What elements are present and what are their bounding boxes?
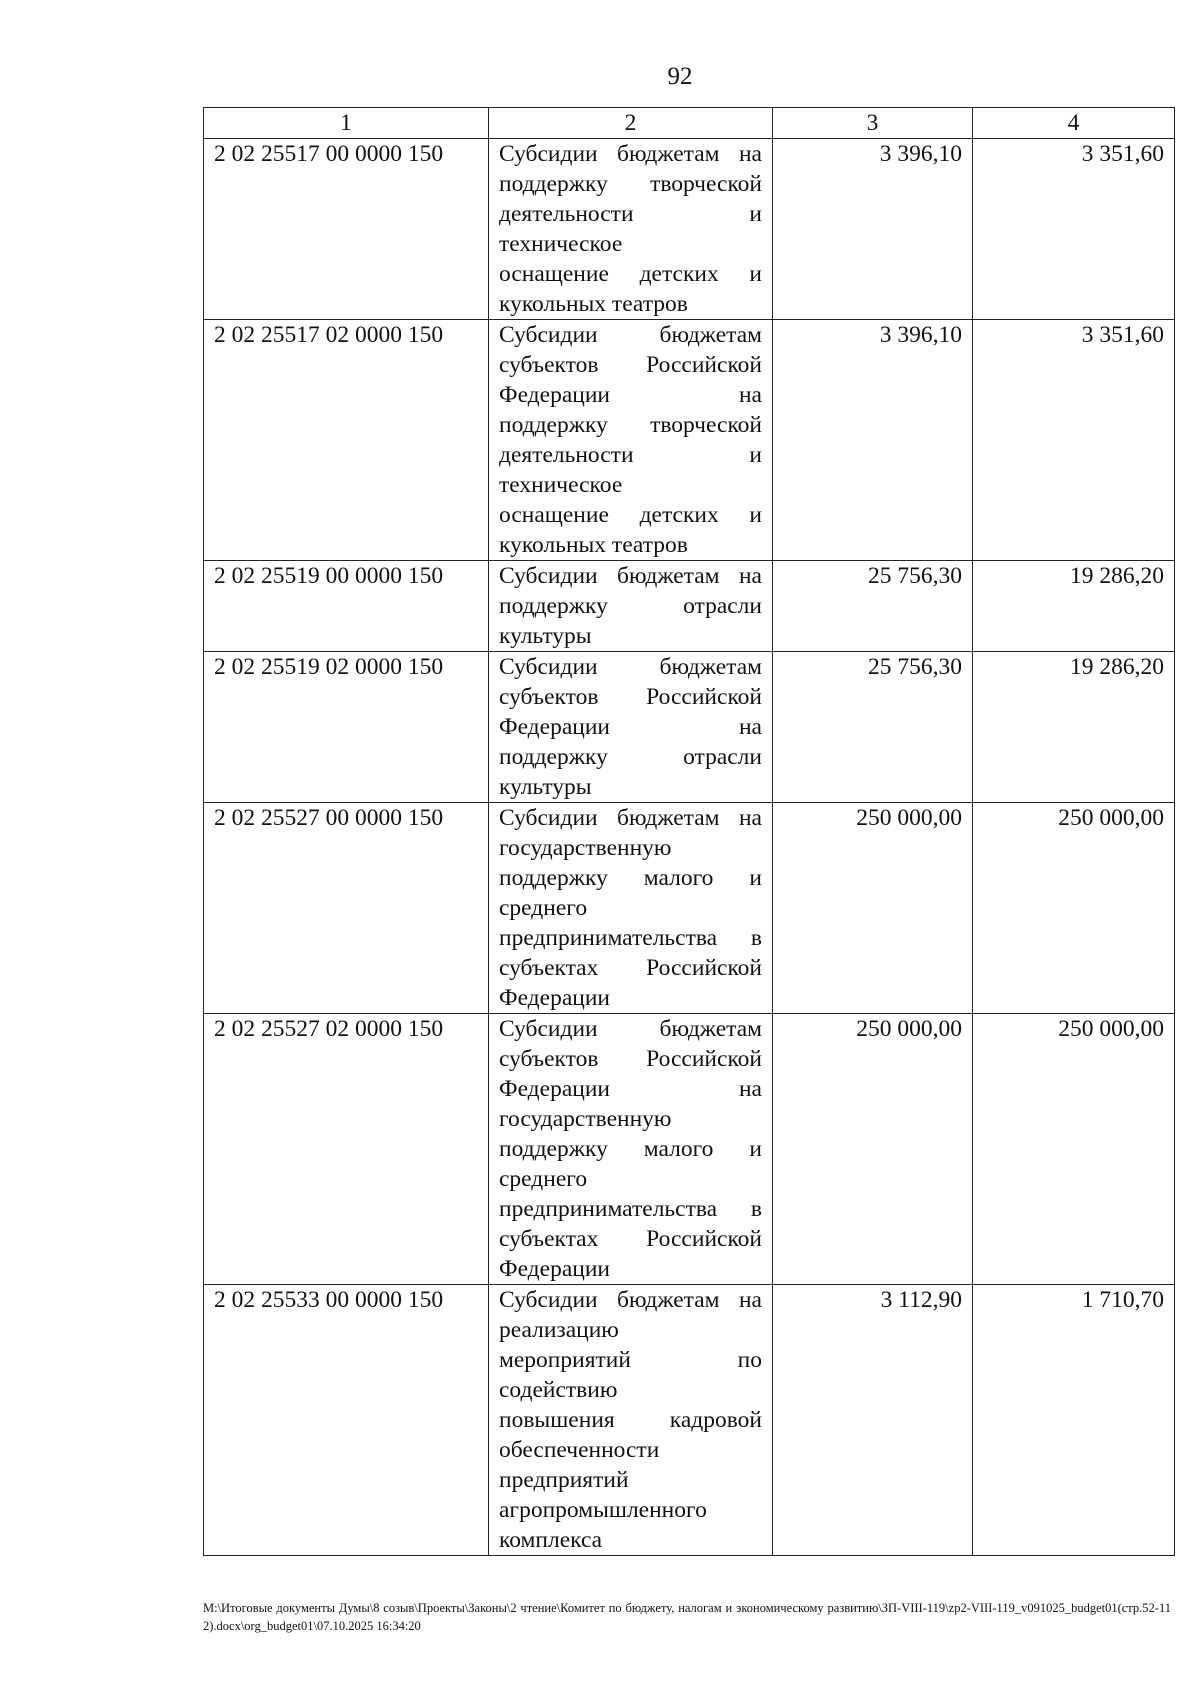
row-code: 2 02 25533 00 0000 150: [204, 1285, 489, 1556]
table-row: [204, 803, 1175, 1014]
row-code: 2 02 25519 02 0000 150: [204, 652, 489, 803]
row-value-col-4: 250 000,00: [973, 803, 1175, 1014]
description-line: Субсидии бюджетам: [499, 322, 762, 348]
description-line: повышения кадровой: [499, 1407, 762, 1433]
description-line: кукольных театров: [499, 291, 688, 317]
row-value-col-3: 3 396,10: [773, 139, 973, 320]
description-line: Субсидии бюджетам: [499, 654, 762, 680]
row-code: 2 02 25517 02 0000 150: [204, 320, 489, 561]
row-value-col-3: 3 112,90: [773, 1285, 973, 1556]
description-line: субъектов Российской: [499, 1046, 762, 1072]
row-description: [489, 652, 773, 803]
table-row: [204, 1285, 1175, 1556]
header-row: [204, 108, 1175, 139]
row-description: [489, 561, 773, 652]
description-line: государственную: [499, 835, 672, 861]
row-value-col-4: 250 000,00: [973, 1014, 1175, 1285]
page-number: 92: [667, 63, 693, 90]
description-line: деятельности и: [499, 201, 762, 227]
description-line: Субсидии бюджетам на: [499, 141, 762, 167]
table-row: [204, 320, 1175, 561]
table-body: [204, 139, 1175, 1556]
description-line: реализацию: [499, 1317, 619, 1343]
description-line: поддержку творческой: [499, 412, 762, 438]
row-value-col-3: 3 396,10: [773, 320, 973, 561]
description-line: поддержку малого и: [499, 1136, 762, 1162]
row-description: [489, 139, 773, 320]
row-code: 2 02 25519 00 0000 150: [204, 561, 489, 652]
description-line: культуры: [499, 774, 592, 800]
description-line: предприятий: [499, 1467, 629, 1493]
table-row: [204, 561, 1175, 652]
row-value-col-4: 1 710,70: [973, 1285, 1175, 1556]
description-line: культуры: [499, 623, 592, 649]
table-header: [204, 108, 1175, 139]
description-line: оснащение детских и: [499, 261, 762, 287]
description-line: мероприятий по: [499, 1347, 762, 1373]
description-line: Федерации на: [499, 382, 762, 408]
header-col-2: 2: [489, 108, 773, 139]
description-line: Субсидии бюджетам на: [499, 563, 762, 589]
row-code: 2 02 25517 00 0000 150: [204, 139, 489, 320]
table-row: [204, 1014, 1175, 1285]
description-line: техническое: [499, 472, 623, 498]
header-col-3: 3: [773, 108, 973, 139]
description-line: поддержку отрасли: [499, 744, 762, 770]
description-line: обеспеченности: [499, 1437, 660, 1463]
row-value-col-3: 250 000,00: [773, 1014, 973, 1285]
footer-file-path: M:\Итоговые документы Думы\8 созыв\Проекты\Законы\2 чтение\Комитет по бюджету, налогам и экономическому развитию\ЗП-VIII-119\zp2-VIII-119_v091025_budget01(стр.52-112).docx\org_budget01\07.10.2025 16:34:20: [203, 1601, 1171, 1633]
description-line: Субсидии бюджетам на: [499, 1287, 762, 1313]
description-line: поддержку творческой: [499, 171, 762, 197]
description-line: Федерации на: [499, 714, 762, 740]
description-line: поддержку отрасли: [499, 593, 762, 619]
description-line: Федерации на: [499, 1076, 762, 1102]
row-code: 2 02 25527 02 0000 150: [204, 1014, 489, 1285]
description-line: Федерации: [499, 985, 610, 1011]
description-line: среднего: [499, 1166, 588, 1192]
row-description: [489, 803, 773, 1014]
table-row: [204, 139, 1175, 320]
description-line: субъектах Российской: [499, 955, 762, 981]
description-line: предпринимательства в: [499, 1196, 762, 1222]
description-line: государственную: [499, 1106, 672, 1132]
description-line: субъектов Российской: [499, 352, 762, 378]
description-line: Федерации: [499, 1256, 610, 1282]
description-line: Субсидии бюджетам на: [499, 805, 762, 831]
description-line: среднего: [499, 895, 588, 921]
description-line: деятельности и: [499, 442, 762, 468]
row-description: [489, 1014, 773, 1285]
description-line: агропромышленного: [499, 1497, 707, 1523]
description-line: содействию: [499, 1377, 618, 1403]
description-line: субъектов Российской: [499, 684, 762, 710]
row-description: [489, 1285, 773, 1556]
description-line: оснащение детских и: [499, 502, 762, 528]
description-line: предпринимательства в: [499, 925, 762, 951]
row-description: [489, 320, 773, 561]
row-value-col-3: 250 000,00: [773, 803, 973, 1014]
row-value-col-4: 19 286,20: [973, 561, 1175, 652]
row-value-col-4: 3 351,60: [973, 320, 1175, 561]
row-value-col-4: 19 286,20: [973, 652, 1175, 803]
budget-table: [203, 107, 1175, 1556]
description-line: субъектах Российской: [499, 1226, 762, 1252]
description-line: кукольных театров: [499, 532, 688, 558]
header-col-4: 4: [973, 108, 1175, 139]
table-row: [204, 652, 1175, 803]
row-value-col-3: 25 756,30: [773, 652, 973, 803]
description-line: техническое: [499, 231, 623, 257]
description-line: комплекса: [499, 1527, 603, 1553]
row-code: 2 02 25527 00 0000 150: [204, 803, 489, 1014]
header-col-1: 1: [204, 108, 489, 139]
description-line: Субсидии бюджетам: [499, 1016, 762, 1042]
row-value-col-4: 3 351,60: [973, 139, 1175, 320]
description-line: поддержку малого и: [499, 865, 762, 891]
row-value-col-3: 25 756,30: [773, 561, 973, 652]
